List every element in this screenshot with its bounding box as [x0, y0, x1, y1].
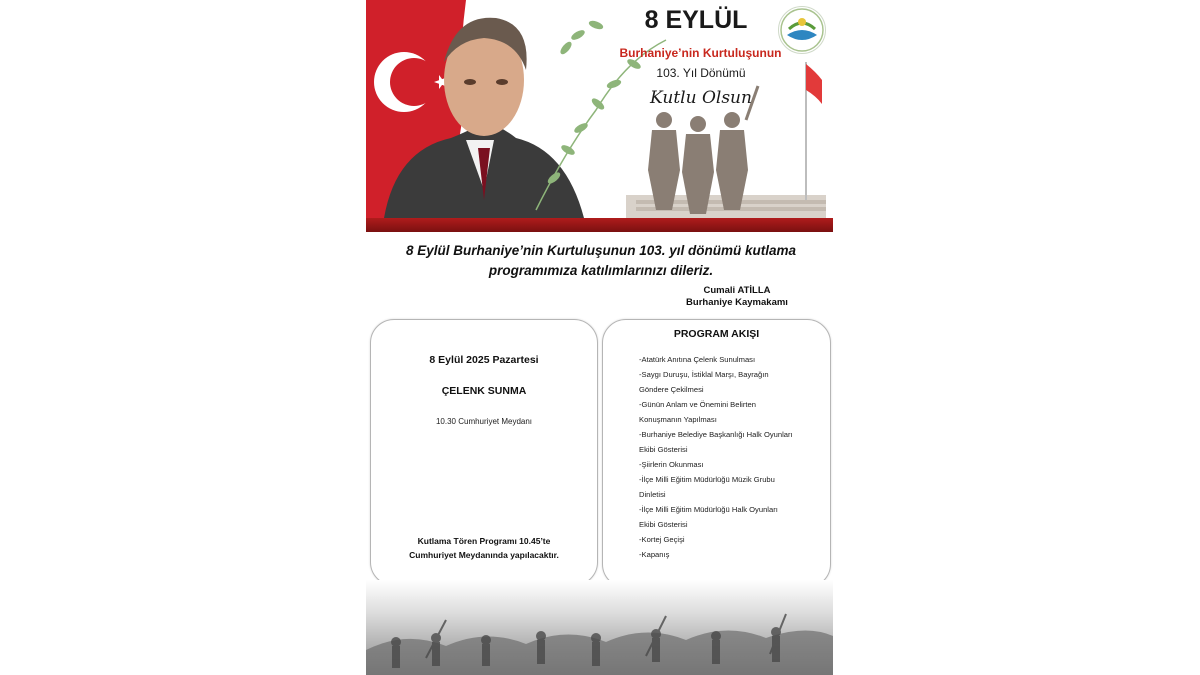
program-item: Konuşmanın Yapılması: [639, 415, 717, 424]
banner-subtitle: Burhaniye’nin Kurtuluşunun: [619, 46, 782, 60]
banner-red-stripe: [366, 218, 833, 232]
program-flow-list: [639, 352, 824, 562]
municipality-logo-icon: [778, 6, 826, 54]
intro-text: [386, 241, 816, 281]
program-flow-title: PROGRAM AKIŞI: [673, 328, 760, 340]
program-item: Göndere Çekilmesi: [639, 385, 704, 394]
event-title: ÇELENK SUNMA: [441, 385, 527, 397]
program-item: -Günün Anlam ve Önemini Belirten: [639, 400, 756, 409]
program-item: Ekibi Gösterisi: [639, 520, 688, 529]
banner-anniversary: 103. Yıl Dönümü: [656, 66, 746, 80]
banner-title: 8 EYLÜL: [644, 6, 748, 34]
program-item: -Kortej Geçişi: [639, 535, 685, 544]
program-item: Dinletisi: [639, 490, 666, 499]
invitation-poster: [366, 0, 833, 675]
ceremony-note-line-2: Cumhuriyet Meydanında yapılacaktır.: [409, 550, 559, 560]
program-item: -İlçe Milli Eğitim Müdürlüğü Halk Oyunları: [639, 505, 778, 514]
banner-greeting: Kutlu Olsun: [650, 88, 752, 108]
program-item: Ekibi Gösterisi: [639, 445, 688, 454]
program-item: -Kapanış: [639, 550, 670, 559]
event-date: 8 Eylül 2025 Pazartesi: [429, 354, 539, 366]
program-item: -Saygı Duruşu, İstiklal Marşı, Bayrağın: [639, 370, 769, 379]
ceremony-note-line-1: Kutlama Tören Programı 10.45’te: [417, 536, 551, 546]
signer-title: Burhaniye Kaymakamı: [686, 297, 788, 308]
ceremony-note: [391, 534, 577, 562]
event-time-place: 10.30 Cumhuriyet Meydanı: [435, 417, 533, 426]
signature-block: [662, 285, 812, 309]
intro-line-2: programımıza katılımlarınızı dileriz.: [488, 263, 714, 278]
battle-scene-background: [366, 580, 833, 675]
signer-name: Cumali ATİLLA: [703, 285, 771, 296]
event-details-card: [370, 319, 598, 586]
program-item: -Şiirlerin Okunması: [639, 460, 704, 469]
program-item: -Burhaniye Belediye Başkanlığı Halk Oyunları: [639, 430, 793, 439]
header-banner: [366, 0, 833, 232]
program-flow-card: [602, 319, 831, 588]
intro-line-1: 8 Eylül Burhaniye’nin Kurtuluşunun 103. yıl dönümü kutlama: [405, 243, 797, 258]
program-item: -Atatürk Anıtına Çelenk Sunulması: [639, 355, 756, 364]
program-item: -İlçe Milli Eğitim Müdürlüğü Müzik Grubu: [639, 475, 775, 484]
